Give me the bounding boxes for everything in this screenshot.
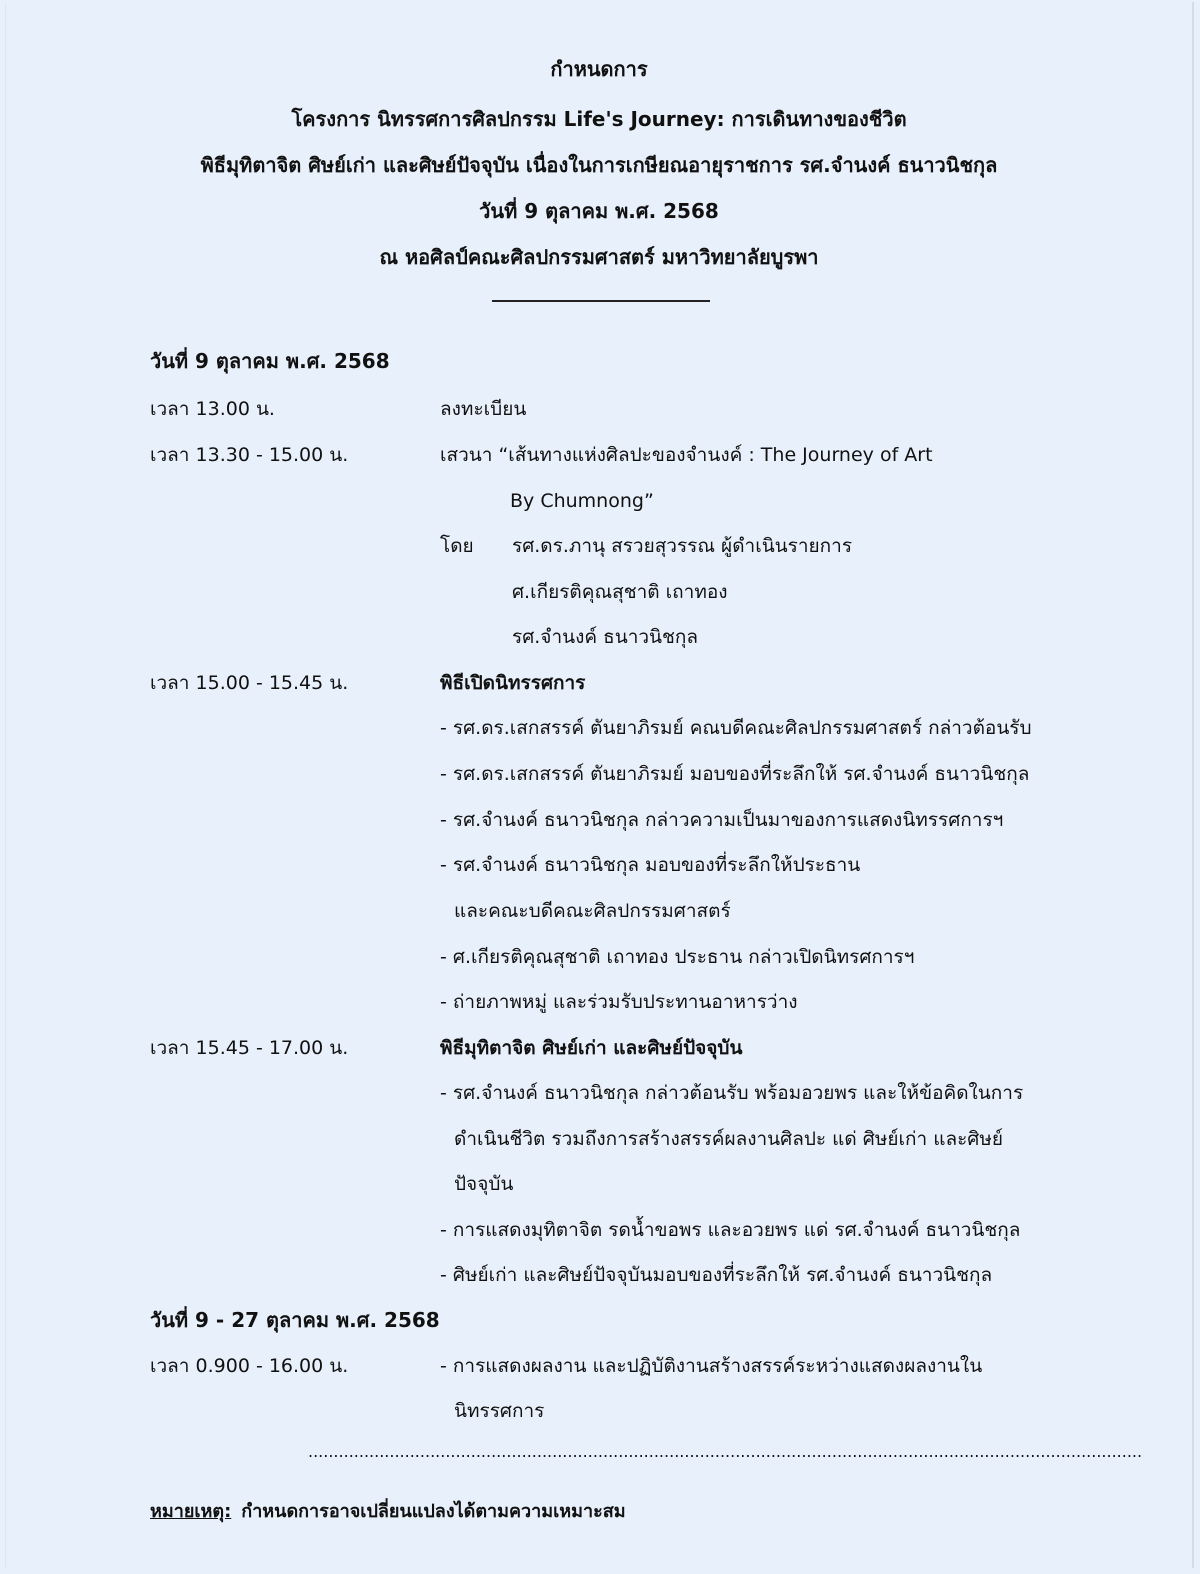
speaker: ศ.เกียรติคุณสุชาติ เถาทอง: [512, 581, 728, 603]
agenda-item: - รศ.ดร.เสกสรรค์ ตันยาภิรมย์ คณบดีคณะศิลปกรรมศาสตร์ กล่าวต้อนรับ: [440, 717, 1032, 739]
slot-time: เวลา 15.45 - 17.00 น.: [150, 1037, 349, 1059]
day2-heading: วันที่ 9 - 27 ตุลาคม พ.ศ. 2568: [150, 1308, 440, 1332]
agenda-item-cont: ดำเนินชีวิต รวมถึงการสร้างสรรค์ผลงานศิลปะ แด่ ศิษย์เก่า และศิษย์: [454, 1128, 1004, 1150]
slot-time: เวลา 0.900 - 16.00 น.: [150, 1355, 349, 1377]
agenda-item: - การแสดงผลงาน และปฏิบัติงานสร้างสรรค์ระหว่างแสดงผลงานใน: [440, 1355, 983, 1377]
tribute-ceremony-heading: พิธีมุทิตาจิต ศิษย์เก่า และศิษย์ปัจจุบัน: [440, 1037, 743, 1059]
agenda-item-cont: และคณะบดีคณะศิลปกรรมศาสตร์: [454, 900, 731, 922]
agenda-item: - ศิษย์เก่า และศิษย์ปัจจุบันมอบของที่ระลึกให้ รศ.จำนงค์ ธนาวนิชกุล: [440, 1264, 993, 1286]
agenda-item-cont: ปัจจุบัน: [454, 1173, 514, 1195]
note-text: กำหนดการอาจเปลี่ยนแปลงได้ตามความเหมาะสม: [241, 1501, 626, 1522]
agenda-item: - รศ.จำนงค์ ธนาวนิชกุล มอบของที่ระลึกให้ประธาน: [440, 854, 861, 876]
day1-heading: วันที่ 9 ตุลาคม พ.ศ. 2568: [150, 349, 390, 373]
agenda-item: - รศ.จำนงค์ ธนาวนิชกุล กล่าวความเป็นมาของการแสดงนิทรรศการฯ: [440, 809, 1004, 831]
agenda-item: - ถ่ายภาพหมู่ และร่วมรับประทานอาหารว่าง: [440, 991, 798, 1013]
ceremony-title: พิธีมุทิตาจิต ศิษย์เก่า และศิษย์ปัจจุบัน เนื่องในการเกษียณอายุราชการ รศ.จำนงค์ ธนาวนิชกุล: [200, 153, 998, 177]
event-venue: ณ หอศิลป์คณะศิลปกรรมศาสตร์ มหาวิทยาลัยบูรพา: [379, 245, 819, 269]
opening-ceremony-heading: พิธีเปิดนิทรรศการ: [440, 672, 586, 694]
schedule-document: [5, 2, 1194, 1568]
agenda-item-cont: นิทรรศการ: [454, 1400, 545, 1422]
slot-time: เวลา 15.00 - 15.45 น.: [150, 672, 349, 694]
note-label: หมายเหตุ:: [150, 1501, 232, 1522]
speaker: รศ.ดร.ภานุ สรวยสุวรรณ ผู้ดำเนินรายการ: [512, 535, 853, 557]
speaker: รศ.จำนงค์ ธนาวนิชกุล: [512, 626, 699, 648]
agenda-item: - การแสดงมุทิตาจิต รดน้ำขอพร และอวยพร แด่ รศ.จำนงค์ ธนาวนิชกุล: [440, 1219, 1021, 1241]
event-date: วันที่ 9 ตุลาคม พ.ศ. 2568: [479, 199, 719, 223]
agenda-item: - รศ.ดร.เสกสรรค์ ตันยาภิรมย์ มอบของที่ระลึกให้ รศ.จำนงค์ ธนาวนิชกุล: [440, 763, 1030, 785]
panel-title-cont: By Chumnong”: [510, 490, 654, 512]
slot-activity: ลงทะเบียน: [440, 398, 527, 420]
project-title: โครงการ นิทรรศการศิลปกรรม Life's Journey: การเดินทางของชีวิต: [291, 107, 907, 131]
by-label: โดย: [440, 535, 474, 557]
document-title: กำหนดการ: [550, 57, 648, 81]
dotted-divider: ....................................................................................................................................................................: [308, 1442, 1143, 1461]
slot-time: เวลา 13.00 น.: [150, 398, 275, 420]
footer-note: [150, 1498, 626, 1526]
agenda-item: - รศ.จำนงค์ ธนาวนิชกุล กล่าวต้อนรับ พร้อมอวยพร และให้ข้อคิดในการ: [440, 1082, 1024, 1104]
slot-time: เวลา 13.30 - 15.00 น.: [150, 444, 349, 466]
title-divider: [492, 300, 710, 302]
agenda-item: - ศ.เกียรติคุณสุชาติ เถาทอง ประธาน กล่าวเปิดนิทรศการฯ: [440, 946, 915, 968]
panel-title: เสวนา “เส้นทางแห่งศิลปะของจำนงค์ : The Journey of Art: [440, 444, 933, 466]
